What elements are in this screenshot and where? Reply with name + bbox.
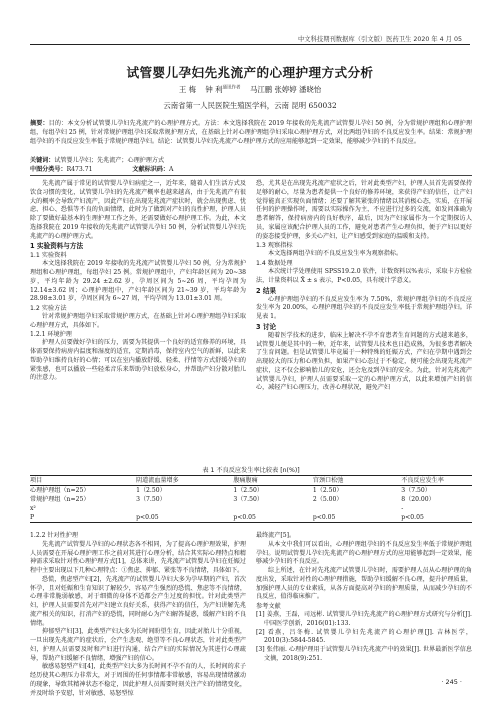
table-row <box>30 513 472 523</box>
reference-list <box>256 611 472 664</box>
lower-right-paragraph-1: 最终流产[5]。 <box>256 532 296 539</box>
page-number: · 245 · <box>441 678 462 686</box>
heading-discussion: 3 讨论 <box>256 322 277 331</box>
table-header-cell: 腹痛腹痛 <box>233 476 313 486</box>
observation-paragraph: 本文选择两组孕妇的不良反应发生率为观察指标。 <box>268 250 403 258</box>
table-cell: - <box>401 505 404 512</box>
lower-left-column <box>30 532 246 697</box>
abstract-text: 目的：本文分析试管婴儿孕妇先兆流产的心理护理方式。方法：本文选择我院在 2019 年接收的先兆流产试管婴儿孕妇 50 例，分为常规护理组和心理护理组，每组孕妇 25 例，针对常规护理组孕妇采取常规护理方式，在基础上针对心理护理组孕妇采取心理护理方式，对比两组孕妇的不良反应发生率。结果：常规护理组孕妇的不良反应发生率低于常规护理组孕妇。结论：试管婴儿孕妇先兆流产心理护理方式的应用能够起到一定效果，能够减少孕妇的不良反应。 <box>30 120 473 146</box>
reference-item: [3] 张伟丽. 心理护理用于试管婴儿孕妇先兆流产中的效果[J]. 世界最新医学信息文摘，2018(9):251. <box>256 646 472 662</box>
results-paragraph: 心理护理组孕妇的不良反应发生率为 7.50%，常规护理组孕妇的不良反应发生率为 20.00%，心理护理组孕妇的不良反应发生率低于常规护理组孕妇。详见表 1。 <box>256 295 472 320</box>
author-line <box>0 84 500 95</box>
abstract-label: 摘要： <box>30 120 49 127</box>
environment-care-paragraph: 护理人员要做好孕妇的压力，需要为其提供一个良好的适宜修养的环境，具体需要保持病房内温度和湿度的适宜，定期消毒，保持室内空气的新鲜，以此来帮助孕妇维持良好的心情；可以在室内播放舒缓、轻柔、抒情等方式舒缓孕妇的紧张感，也可以播放一些轻柔音乐来帮助孕妇放松身心，并帮助产妇分散对胎儿的注意力。 <box>30 339 246 382</box>
keywords-text: 试管婴儿孕妇；先兆流产；心理护理方式 <box>54 157 165 164</box>
author-1: 王 梅 <box>178 85 196 94</box>
discussion-paragraph: 随着医学技术的进步，临床上解决不孕不育患者生育问题的方式越来越多，试管婴儿便是其中的一种，近年来，试管婴儿技术也日趋成熟，为很多患者解决了生育问题。但是试管婴儿毕竟属于一种特殊的妊娠方式，产妇在孕期中遇到会出现较大的压力和心理负担，如果产妇心态过于不稳定，便可能会出现先兆流产症状，这不仅会影响胎儿的安危，还会危及到孕妇的安全。为此，针对先兆流产试管婴儿孕妇，护理人员需要采取一定的心理护理方式，以此来增加产妇的信心，减轻产妇心理压力，改善心理状况，避免产妇 <box>256 331 472 392</box>
general-info-paragraph: 本文选择我院在 2019 年接收的先兆流产试管婴儿孕妇 50 例，分为常规护理组和心理护理组，每组孕妇 25 例。常规护理组中，产妇年龄区间为 20~38 岁，平均年龄为 29.24 ±2.62 岁，孕周区间为 5~26 周，平均孕周为 12.14±3.62 周；心理护理组中，产妇年龄区间为 21~39 岁，平均年龄为 28.98±3.01 岁，孕周区间为 6~27 周，平均孕周为 13.01±3.01 周。 <box>30 260 246 303</box>
heading-observation: 1.3 观察指标 <box>256 242 293 250</box>
clc-value: R473.71 <box>66 166 93 174</box>
table-cell: 2（5.00） <box>312 496 343 503</box>
targeted-care-paragraph-2: 恐慌，焦虑型产妇[2]，先兆流产的试管婴儿孕妇大多为孕早期的产妇，首次怀孕，且对妊娠和生育知识了解较少，容易产生强烈的恐慌、焦虑等不良情绪，心理非常脆弱敏感，对于细微的身体不适都会产生过度的担忧。针对此类型产妇，护理人员需要首先对产妇建立良好关系，获得产妇的信任，为产妇讲解先兆流产相关的知识，打消产妇的恐慌，同时耐心为产妇解答疑惑，缓解产妇的不良情绪。 <box>30 575 246 627</box>
heading-statistics: 1.4 数据处理 <box>256 260 293 267</box>
methods-paragraph: 针对常规护理组孕妇采取常规护理方式，在基础上针对心理护理组孕妇采取心理护理方式，具体如下。 <box>30 313 246 329</box>
running-header: 中文科技期刊数据库（引文版）医药卫生 2020 年 4 月 05 <box>298 36 462 43</box>
table-header-cell: 项目 <box>30 476 136 486</box>
section-rule <box>30 175 472 176</box>
table-cell: p<0.05 <box>233 513 313 523</box>
table-cell: p<0.05 <box>136 513 233 523</box>
heading-results: 2 结果 <box>256 286 277 295</box>
keywords <box>30 156 472 165</box>
lower-right-paragraph-2: 从本文中我们可以看出，心理护理组孕妇的不良反应发生率低于常规护理组孕妇。说明试管婴儿孕妇先兆流产的心理护理方式的应用能够起到一定效果，能够减少孕妇的不良反应。 <box>256 540 472 566</box>
corresponding-author-mark: 通讯作者 <box>222 85 241 91</box>
affiliation: 云南省第一人民医院生殖医学科，云南 昆明 650032 <box>163 101 337 110</box>
table-row <box>30 504 472 513</box>
table-header-cell: 阴道流血量增多 <box>136 476 233 486</box>
table-header-row <box>30 476 472 486</box>
reference-item: [1] 姜燕，王磊，司远彬. 试管婴儿孕妇先兆流产的心理护理方式研究与分析[J]. 中国医学创新，2016(01):133. <box>256 611 472 627</box>
table-cell: P <box>30 513 136 523</box>
table-cell: 8（20.00） <box>401 496 435 503</box>
table-caption: 表 1 不良反应发生率比较表 [n(%)] <box>202 467 300 474</box>
heading-targeted-care: 1.2.2 针对性护理 <box>30 532 78 539</box>
right-paragraph-1: 恐，尤其是在出现先兆流产症状之后，针对此类型产妇，护理人员首先需要保持足够的耐心，尽量为患者提供一个良好的修养环境，来获得产妇的信任，让产妇觉得能真正实现负面情绪；还要了解其紧张的情绪以其消极心态，实质，在开展任何的护理操作时，需要以实际操作为主，不应进行过多的交流，如发问准确为患者解答，保持病房内的良好秩序，最后，因为产妇家属作为一个定期探访人员，家属应该配合护理人员的工作，避免对患者产生心理负担，便于产妇以更好的姿态接受护理，多关心产妇，让产妇感受到家庭的温暖和支持。 <box>256 180 472 240</box>
table-cell: 1（2.50） <box>233 487 263 494</box>
table-cell: p<0.05 <box>313 513 401 523</box>
heading-references: 参考文献 <box>256 603 281 610</box>
targeted-care-paragraph-1: 先兆流产试管婴儿孕妇的心理状态各不相同，为了提高心理护理效果，护理人员需要在开展心理护理工作之前对其进行心理分析，结合其实际心理特点和精神需求采取针对性心理护理方式[1]，总体来讲，先兆流产试管婴儿孕妇在妊娠过程中主要出现以下几种心理特点：①焦虑、抑郁、紧张等不良情绪，具体如下。 <box>30 540 246 574</box>
right-column <box>256 180 472 464</box>
table-header-cell: 不良反应发生率 <box>401 476 472 486</box>
header-rule <box>30 44 470 45</box>
table-header-cell: 宫颈口松弛 <box>313 476 401 486</box>
table-row <box>30 495 472 504</box>
keywords-label: 关键词： <box>30 157 55 164</box>
classification <box>30 165 472 174</box>
table-cell <box>233 504 313 513</box>
table-cell <box>313 504 401 513</box>
left-column <box>30 180 246 464</box>
heading-methods: 1.2 实验方法 <box>30 305 67 312</box>
conclusion-paragraph: 综上所述，在针对先兆流产试管婴儿孕妇时，需要护理人员从心理护理的角度出发，采取针对性的心理护理措施，帮助孕妇缓解不良心理，提升护理质量，加强护理人员的专业素质，从各方面提高对孕妇的护理质量，从而减少孕妇的不良反应，值得临床推广。 <box>256 567 472 601</box>
author-2: 钟 利 <box>205 85 223 94</box>
table-cell: p<0.05 <box>401 513 472 523</box>
table-cell: 3（7.50） <box>401 487 431 494</box>
table-cell: 心理护理组（n=25） <box>30 487 90 494</box>
targeted-care-paragraph-3: 抑郁型产妇[3]，此类型产妇大多为长时间盼望生育，因此对胎儿十分重视，一旦出现先兆流产的症状后，会产生悲观、绝望等不良心理状态，针对此类型产妇，护理人员需要及时和产妇进行沟通，结合产妇的实际情况为其进行心理疏导，帮助产妇缓解不良情绪，增强产妇的信心。 <box>30 628 246 662</box>
table-cell: 3（7.50） <box>233 496 263 503</box>
lower-right-column <box>256 532 472 674</box>
table-cell: 3（7.50） <box>136 496 166 503</box>
article-meta <box>30 156 472 174</box>
reference-item: [2] 看燕，吕冬梅. 试管婴儿孕妇先兆流产的心理护理[J]. 吉林医学，2010(3):5844-5845. <box>256 628 472 645</box>
doc-code-label: 文献标识码： <box>132 166 169 174</box>
adverse-reaction-table <box>30 475 472 523</box>
clc-label: 中图分类号： <box>30 166 67 174</box>
table-row <box>30 486 472 496</box>
heading-general-info: 1.1 实验资料 <box>30 252 67 260</box>
article-title: 试管婴儿孕妇先兆流产的心理护理方式分析 <box>126 65 374 80</box>
results-table-block <box>30 466 472 523</box>
author-rest: 马江鹏 张婷婷 潘晓怡 <box>249 85 322 94</box>
table-cell: 1（2.50） <box>136 487 166 494</box>
abstract <box>30 119 472 146</box>
table-cell: 常规护理组（n=25） <box>30 496 90 503</box>
statistics-paragraph: 本次统计学处理使用 SPSS19.2.0 软件，计数资料以%表示，采取卡方检验法，计量资料以 X̄ ± s 表示，P<0.05，具有统计学意义。 <box>256 268 473 284</box>
doc-code-value: A <box>168 166 174 174</box>
table-cell <box>136 504 233 513</box>
targeted-care-paragraph-4: 敏感易怒型产妇[4]，此类型产妇大多为长时间不孕不育的人，长时间的求子经历使其心理压力非常大，对于周围的任何事情都非常敏感，容易出现情绪激动的现象，导致其精神状态不稳定，因此护理人员需要时刻关注产妇的情绪变化，并及时给予安慰，针对敏感、易怒型惊 <box>30 663 246 697</box>
heading-environment-care: 1.2.1 环境护理 <box>30 330 72 338</box>
table-cell: 1（2.50） <box>312 487 343 494</box>
intro-paragraph: 先兆流产属于常见的试管婴儿孕妇病症之一，近年来，随着人们生活方式及饮食习惯的变化，试管婴儿孕妇的先兆流产概率也越来越高，由于先兆流产有很大的概率会导致产妇流产，因此产妇在出现先兆流产症状时，就会出现焦虑、忧虑、担心、恐惧等不良的负面情绪，此时为了做到对产妇的良性护理，护理人员除了要做好最基本的生理护理工作之外，还需要做好心理护理工作。为此，本文选择我院在 2019 年接收的先兆流产试管婴儿孕妇 50 例，分析试管婴儿孕妇先兆流产的心理护理方式。 <box>30 180 246 240</box>
table-cell: x² <box>30 505 36 512</box>
heading-materials-methods: 1 实验资料与方法 <box>30 242 84 251</box>
